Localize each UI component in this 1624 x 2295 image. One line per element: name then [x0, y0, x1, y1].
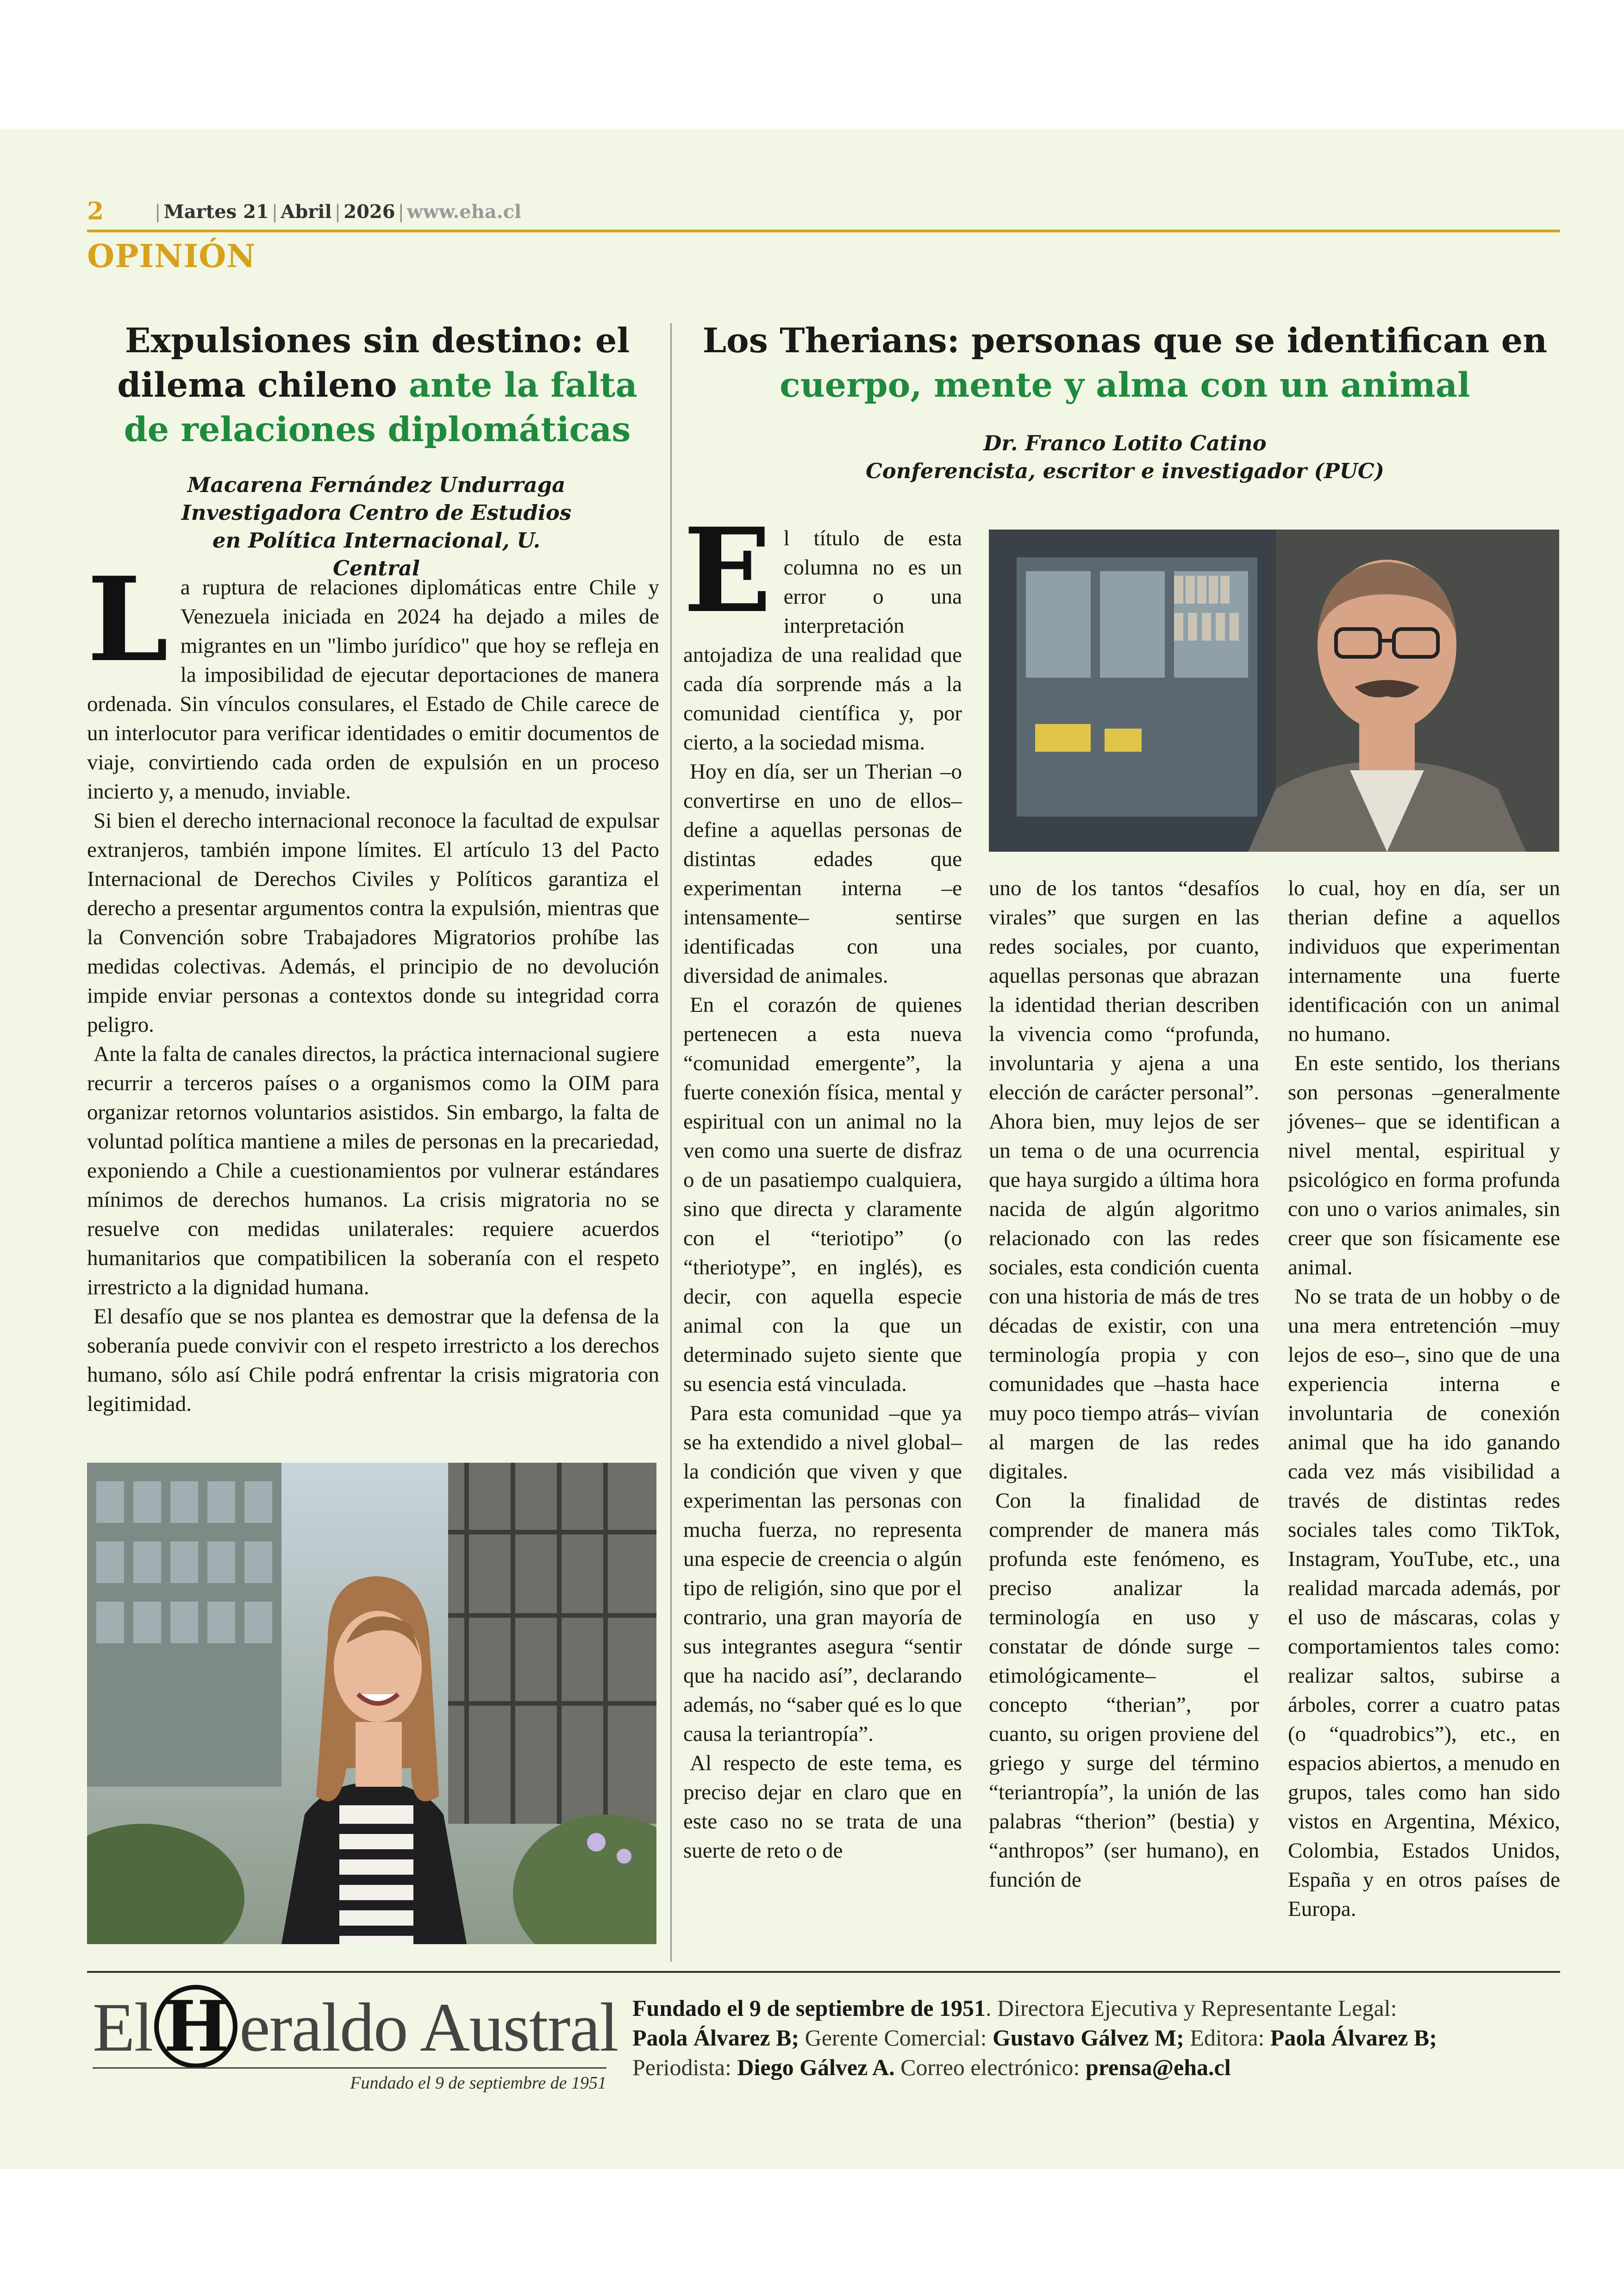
right-column-1 [683, 502, 962, 1865]
right-paragraph: lo cual, hoy en día, ser un therian define a aquellos individuos que experimentan internamente una fuerte identificación con un animal no humano. [1288, 876, 1560, 1046]
director-name: Paola Álvarez B; [632, 2025, 800, 2051]
logo-prefix: El [93, 1989, 153, 2066]
right-affiliation: Conferencista, escritor e investigador (PUC) [865, 459, 1385, 483]
left-byline [87, 471, 666, 582]
left-article-title [93, 318, 662, 452]
right-paragraph: No se trata de un hobby o de una mera entretención –muy lejos de eso–, sino que de una experiencia interna e involuntaria de conexión animal que ha ido ganando cada vez más visibilidad a través de distintas redes sociales tales como TikTok, Instagram, YouTube, etc., una realidad marcada además, por el uso de máscaras, colas y comportamientos tales como: realizar saltos, subirse a árboles, correr a cuatro patas (o “quadrobics”), etc., en espacios abiertos, a menudo en grupos, tales como han sido vistos en Argentina, México, Colombia, Estados Unidos, España y en otros países de Europa. [1288, 1285, 1560, 1921]
column-divider [670, 323, 672, 1962]
newspaper-logo [93, 1985, 618, 2093]
director-label: Directora Ejecutiva y Representante Legal: [997, 1995, 1397, 2021]
journalist-name: Diego Gálvez A. [737, 2054, 895, 2080]
footer-rule [87, 1971, 1560, 1973]
logo-underline [93, 2067, 606, 2069]
right-paragraph: uno de los tantos “desafíos virales” que surgen en las redes sociales, por cuanto, aquellas personas que abrazan la identidad therian describen la vivencia como “profunda, involuntaria y ajena a una elección de carácter personal”. Ahora bien, muy lejos de ser un tema o de una ocurrencia que haya surgido a última hora nacida de algún algoritmo relacionado con las redes sociales, esta condición cuenta con una historia de más de tres décadas de existir, con una terminología propia y con comunidades que –hasta hace muy poco tiempo atrás– vivían al margen de las redes digitales. [989, 876, 1259, 1484]
right-paragraph: Hoy en día, ser un Therian –o convertirse en uno de ellos– define a aquellas personas de distintas edades que experimentan interna –e intensamente– sentirse identificadas con una diversidad de animales. [683, 760, 962, 988]
left-paragraph: El desafío que se nos plantea es demostrar que la defensa de la soberanía puede convivir con el respeto irrestricto a los derechos humano, sólo así Chile podrá enfrentar la crisis migratoria con legitimidad. [87, 1304, 659, 1416]
portrait-woman-image [87, 1463, 656, 1944]
section-title: OPINIÓN [87, 238, 256, 275]
issue-month: Abril [281, 201, 332, 223]
left-drop-cap: L [87, 551, 169, 687]
journalist-label: Periodista: [632, 2054, 731, 2080]
right-article-title [694, 318, 1555, 407]
email-link[interactable]: prensa@eha.cl [1085, 2054, 1231, 2080]
header-rule [87, 230, 1560, 232]
right-column-3 [1288, 874, 1560, 1924]
logo-tagline: Fundado el 9 de septiembre de 1951 [350, 2073, 606, 2093]
email-label: Correo electrónico: [900, 2054, 1080, 2080]
logo-wordmark [93, 1985, 618, 2068]
website-link[interactable]: www.eha.cl [407, 201, 522, 223]
editor-name: Paola Álvarez B; [1270, 2025, 1437, 2051]
right-drop-cap: E [683, 502, 772, 638]
right-paragraph: En este sentido, los therians son personas –generalmente jóvenes– que se identifican a nivel mental, espiritual y psicológico en forma profunda con uno o varios animales, sin creer que son físicamente ese animal. [1288, 1051, 1560, 1279]
page-header [87, 197, 1560, 227]
commercial-name: Gustavo Gálvez M; [992, 2025, 1184, 2051]
author-photo-left [87, 1463, 656, 1944]
right-paragraph: En el corazón de quienes pertenecen a esta nueva “comunidad emergente”, la fuerte conexión física, mental y espiritual con un animal no la ven como una suerte de disfraz o de un pasatiempo cualquiera, sino que directa y claramente con el “teriotipo” (o “theriotype”, en inglés), es decir, con aquella especie animal con la que un determinado sujeto siente que su esencia está vinculada. [683, 993, 962, 1396]
left-paragraph: Si bien el derecho internacional reconoce la facultad de expulsar extranjeros, también impone límites. El artículo 13 del Pacto Internacional de Derechos Civiles y Políticos garantiza el derecho a presentar argumentos contra la expulsión, mientras que la Convención sobre Trabajadores Migratorios prohíbe las medidas colectivas. Además, el principio de no devolución impide enviar personas a contextos donde su integridad corra peligro. [87, 809, 659, 1037]
left-title-part2: ante la falta de relaciones diplomáticas [124, 365, 637, 449]
left-paragraph: Ante la falta de canales directos, la práctica internacional sugiere recurrir a terceros países o a organismos como la OIM para organizar retornos voluntarios asistidos. Sin embargo, la falta de voluntad política mantiene a miles de personas en la precariedad, exponiendo a Chile a cuestionamientos por vulnerar estándares mínimos de derechos humanos. La crisis migratoria no se resuelve con medidas unilaterales: requiere acuerdos humanitarios que compatibilicen la soberanía con el respeto irrestricto a la dignidad humana. [87, 1042, 659, 1299]
right-column-2 [989, 874, 1259, 1895]
right-paragraph: l título de esta columna no es un error o una interpretación antojadiza de una realidad que cada día sorprende más a la comunidad científica y, por cierto, a la sociedad misma. [683, 526, 962, 755]
left-affiliation: Investigadora Centro de Estudios en Política Internacional, U. Central [181, 500, 572, 580]
newspaper-page [0, 129, 1624, 2169]
commercial-label: Gerente Comercial: [805, 2025, 987, 2051]
right-byline [694, 430, 1555, 485]
left-title-part1: Expulsiones sin destino: el dilema chileno [117, 321, 630, 405]
right-title-part2: cuerpo, mente y alma con un animal [780, 365, 1470, 405]
logo-h: H [154, 1985, 237, 2068]
left-author: Macarena Fernández Undurraga [187, 473, 566, 497]
page-number: 2 [87, 197, 104, 225]
founded-text: Fundado el 9 de septiembre de 1951 [632, 1995, 986, 2021]
editor-label: Editora: [1190, 2025, 1265, 2051]
author-photo-right [989, 530, 1559, 852]
right-paragraph: Con la finalidad de comprender de manera más profunda este fenómeno, es preciso analizar la terminología en uso y constatar de dónde surge –etimológicamente– el concepto “therian”, por cuanto, su origen proviene del griego y surge del término “teriantropía”, la unión de las palabras “therion” (bestia) y “anthropos” (ser humano), en función de [989, 1489, 1259, 1892]
issue-meta: | Martes 21 | Abril | 2026 | www.eha.cl [155, 201, 522, 223]
right-paragraph: Para esta comunidad –que ya se ha extendido a nivel global– la condición que viven y que experimentan las personas con mucha fuerza, no representa una especie de creencia o algún tipo de religión, sino que por el contrario, una gran mayoría de sus integrantes asegura “sentir que ha nacido así”, declarando además, no “saber qué es lo que causa la teriantropía”. [683, 1401, 962, 1746]
right-title-part1: Los Therians: personas que se identifican en [702, 321, 1548, 361]
left-article-body [87, 551, 659, 1419]
left-paragraph: a ruptura de relaciones diplomáticas entre Chile y Venezuela iniciada en 2024 ha dejado a miles de migrantes en un "limbo jurídico" que hoy se refleja en la imposibilidad de ejecutar deportaciones de manera ordenada. Sin vínculos consulares, el Estado de Chile carece de un interlocutor para verificar identidades o emitir documentos de viaje, convirtiendo cada orden de expulsión en un proceso incierto y, a menudo, inviable. [87, 575, 659, 804]
issue-day: Martes 21 [163, 201, 269, 223]
issue-year: 2026 [344, 201, 395, 223]
logo-suffix: eraldo Austral [239, 1989, 618, 2066]
right-author: Dr. Franco Lotito Catino [983, 431, 1267, 455]
portrait-man-image [989, 530, 1559, 852]
footer-credits: Fundado el 9 de septiembre de 1951. Directora Ejecutiva y Representante Legal: Paola Álvarez B; Gerente Comercial: Gustavo Gálvez M; Editora: Paola Álvarez B; Periodista: Diego Gálvez A. Correo electrónico: prensa@eha.cl [632, 1995, 1437, 2080]
right-paragraph: Al respecto de este tema, es preciso dejar en claro que en este caso no se trata de una suerte de reto o de [683, 1751, 962, 1863]
